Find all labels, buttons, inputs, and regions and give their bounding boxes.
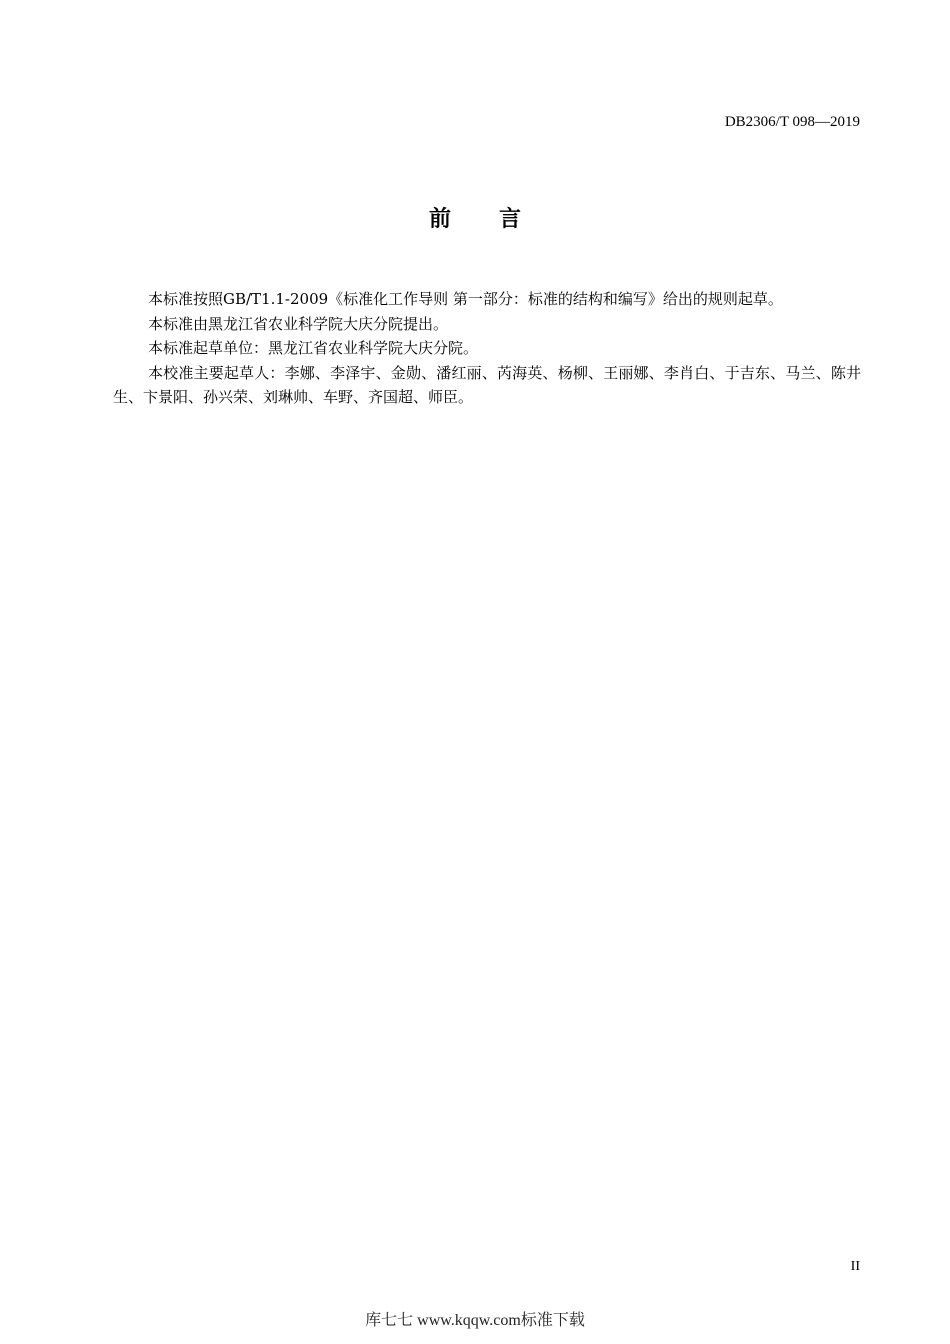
paragraph-drafting-unit: 本标准起草单位：黑龙江省农业科学院大庆分院。 (148, 339, 479, 357)
paragraph-drafters: 本校准主要起草人：李娜、李泽宇、金勋、潘红丽、芮海英、杨柳、王丽娜、李肖白、于吉东、马兰、陈井生、卞景阳、孙兴荣、刘琳帅、车野、齐国超、师臣。 (113, 363, 861, 406)
paragraph-proposer: 本标准由黑龙江省农业科学院大庆分院提出。 (148, 314, 449, 333)
foreword-body (113, 287, 861, 410)
page-number: II (850, 1259, 860, 1274)
footer-watermark: 库七七 www.kqqw.com标准下载 (365, 1312, 585, 1329)
page-title: 前言 (428, 207, 569, 232)
document-code: DB2306/T 098—2019 (724, 114, 860, 130)
paragraph-drafting-rules: 本标准按照GB/T1.1-2009《标准化工作导则 第一部分：标准的结构和编写》给出的规则起草。 (148, 290, 783, 308)
